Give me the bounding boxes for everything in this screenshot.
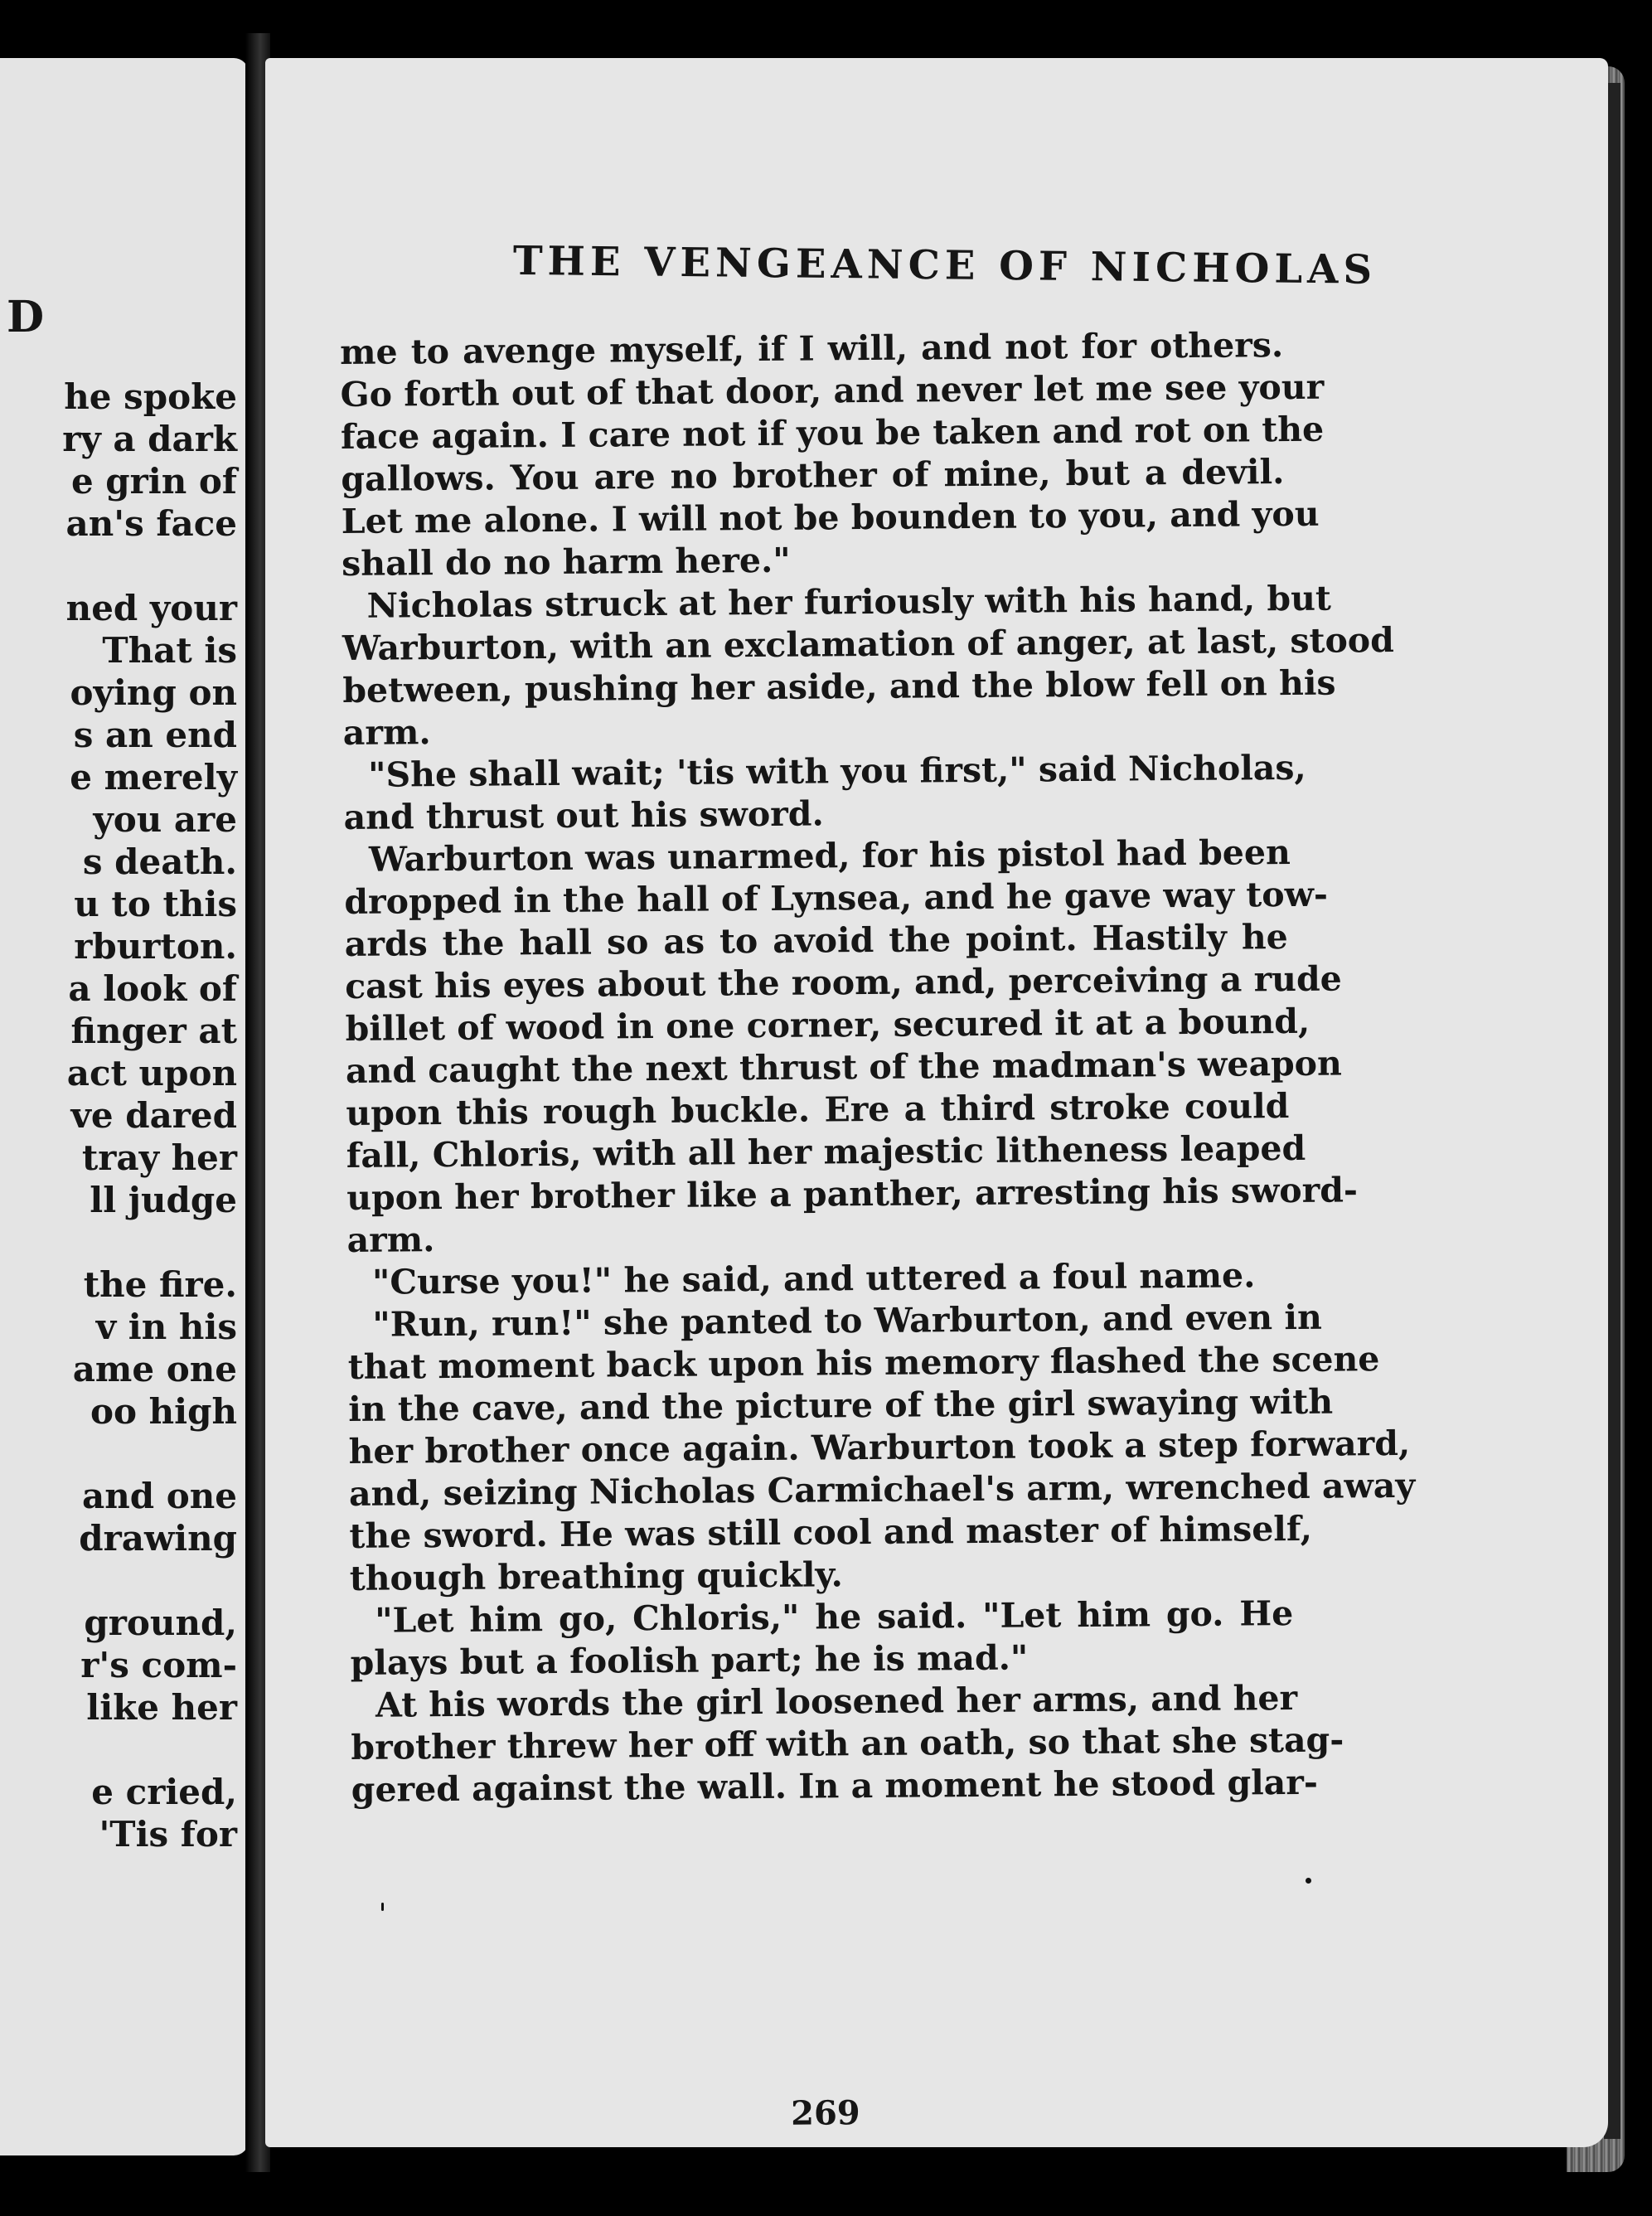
left-page-text (0, 376, 237, 1855)
left-page-line: e grin of (70, 461, 237, 502)
text-line: though breathing quickly. (349, 1554, 844, 1598)
left-page-line (0, 1433, 237, 1475)
left-page-line (0, 1729, 237, 1771)
ink-speck (381, 1903, 384, 1911)
left-page-line: s death. (82, 841, 237, 882)
left-page-line: 'Tis for (99, 1814, 237, 1855)
text-line: "Let him go, Chloris," he said. "Let him go. He (375, 1593, 1294, 1641)
page-number: 269 (790, 2093, 860, 2133)
text-line: gered against the wall. In a moment he stood glar- (351, 1762, 1319, 1810)
left-page-line: the fire. (83, 1264, 237, 1305)
left-page-line: ry a dark (62, 419, 237, 459)
text-line: in the cave, and the picture of the girl swaying with (348, 1381, 1334, 1429)
left-page-line: ll judge (90, 1180, 237, 1220)
text-line: shall do no harm here." (342, 540, 791, 584)
text-line: dropped in the hall of Lynsea, and he gave way tow- (344, 874, 1329, 922)
text-line: face again. I care not if you be taken and rot on the (340, 409, 1325, 457)
left-page-line: u to this (74, 884, 237, 924)
left-page-line (0, 1221, 237, 1263)
left-page-line: he spoke (64, 376, 237, 417)
left-page-line: r's com- (80, 1645, 237, 1685)
left-page-running-head: D (7, 292, 46, 342)
text-line: the sword. He was still cool and master of himself, (349, 1508, 1313, 1556)
text-line: "Run, run!" she panted to Warburton, and even in (372, 1297, 1322, 1345)
text-line: At his words the girl loosened her arms, and her (375, 1677, 1298, 1725)
left-page-line: ame one (72, 1349, 237, 1389)
text-line: cast his eyes about the room, and, perceiving a rude (345, 958, 1342, 1006)
ink-speck (1306, 1878, 1311, 1884)
left-page-line: and one (81, 1476, 237, 1516)
text-line: plays but a foolish part; he is mad." (350, 1637, 1029, 1683)
text-line: fall, Chloris, with all her majestic litheness leaped (346, 1127, 1306, 1176)
text-line: and caught the next thrust of the madman's weapon (345, 1043, 1343, 1091)
text-line: Warburton, with an exclamation of anger, at last, stood (342, 620, 1395, 668)
text-line: Nicholas struck at her furiously with his hand, but (366, 578, 1332, 626)
left-page-line: rburton. (74, 926, 237, 967)
text-line: Let me alone. I will not be bounden to you, and you (341, 493, 1320, 541)
left-page-line: an's face (65, 503, 237, 544)
left-page-line (0, 545, 237, 587)
text-line: upon this rough buckle. Ere a third stroke could (346, 1086, 1290, 1133)
text-line: billet of wood in one corner, secured it at a bound, (345, 1001, 1310, 1049)
left-page-line: s an end (73, 715, 237, 755)
left-page-line: act upon (66, 1053, 237, 1093)
left-page-line: ned your (65, 588, 237, 628)
text-line: her brother once again. Warburton took a step forward, (348, 1423, 1411, 1472)
running-head: THE VENGEANCE OF NICHOLAS (512, 237, 1378, 293)
text-line: between, pushing her aside, and the blow fell on his (342, 662, 1336, 710)
text-line: upon her brother like a panther, arresting his sword- (346, 1170, 1359, 1218)
left-page-line: oo high (90, 1391, 237, 1432)
left-page-line: oying on (70, 672, 237, 713)
left-page-line: v in his (95, 1307, 237, 1347)
text-line: arm. (342, 712, 431, 753)
left-page-line: tray her (81, 1137, 237, 1178)
text-line: "Curse you!" he said, and uttered a foul name. (371, 1255, 1256, 1302)
text-line: ards the hall so as to avoid the point. Hastily he (344, 917, 1288, 964)
left-page (0, 58, 249, 2155)
left-page-line: you are (93, 799, 237, 840)
text-line: "She shall wait; 'tis with you first," said Nicholas, (368, 747, 1306, 795)
left-page-line: e merely (70, 757, 237, 798)
left-page-line: drawing (79, 1518, 237, 1559)
text-line: gallows. You are no brother of mine, but a devil. (341, 452, 1285, 499)
left-page-line: e cried, (91, 1772, 237, 1812)
text-line: Go forth out of that door, and never let me see your (340, 366, 1325, 415)
left-page-line (0, 1559, 237, 1602)
text-line: arm. (346, 1220, 435, 1260)
text-line: and thrust out his sword. (343, 793, 824, 837)
text-line: me to avenge myself, if I will, and not for others. (340, 325, 1284, 372)
body-text (340, 324, 1416, 2133)
right-page (265, 58, 1608, 2147)
left-page-line: ground, (84, 1603, 237, 1643)
left-page-line: like her (86, 1687, 237, 1728)
text-line: Warburton was unarmed, for his pistol had been (368, 832, 1291, 880)
left-page-line: That is (102, 630, 237, 671)
text-line: and, seizing Nicholas Carmichael's arm, wrenched away (348, 1465, 1416, 1514)
text-line: that moment back upon his memory flashed the scene (347, 1339, 1380, 1387)
left-page-line: ve dared (70, 1095, 237, 1136)
text-line: brother threw her off with an oath, so that she stag- (351, 1719, 1344, 1767)
body-lines (340, 324, 1416, 1811)
left-page-line: a look of (68, 968, 237, 1009)
left-page-line: finger at (70, 1011, 237, 1051)
